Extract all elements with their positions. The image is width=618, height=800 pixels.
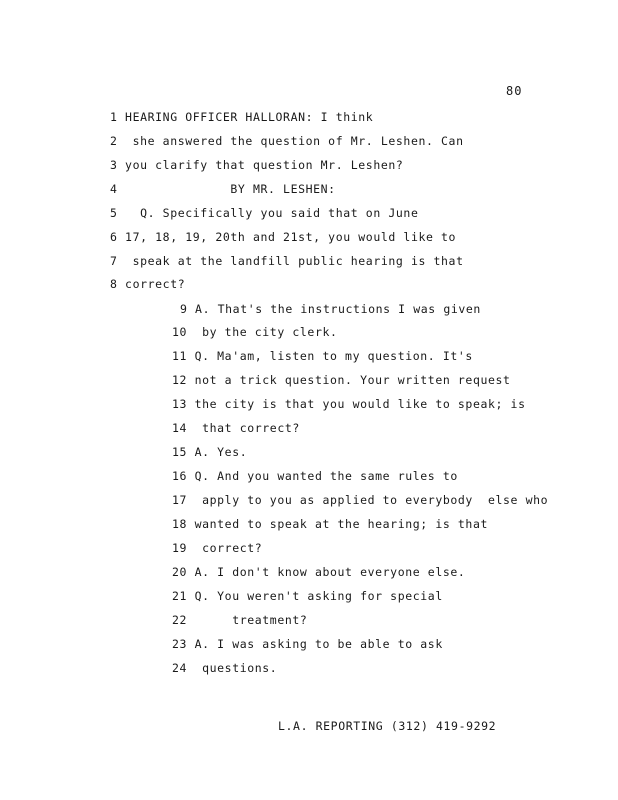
transcript-line-16: 16 Q. And you wanted the same rules to bbox=[172, 469, 458, 483]
transcript-line-3: 3 you clarify that question Mr. Leshen? bbox=[110, 158, 404, 172]
transcript-line-21: 21 Q. You weren't asking for special bbox=[172, 589, 443, 603]
transcript-line-10: 10 by the city clerk. bbox=[172, 325, 338, 339]
transcript-line-1: 1 HEARING OFFICER HALLORAN: I think bbox=[110, 110, 374, 124]
transcript-line-13: 13 the city is that you would like to speak; is bbox=[172, 397, 526, 411]
transcript-line-5: 5 Q. Specifically you said that on June bbox=[110, 206, 419, 220]
transcript-line-24: 24 questions. bbox=[172, 661, 278, 675]
transcript-line-8: 8 correct? bbox=[110, 277, 186, 291]
reporter-footer: L.A. REPORTING (312) 419-9292 bbox=[278, 719, 497, 733]
transcript-line-6: 6 17, 18, 19, 20th and 21st, you would like to bbox=[110, 230, 457, 244]
transcript-line-15: 15 A. Yes. bbox=[172, 445, 248, 459]
transcript-line-2: 2 she answered the question of Mr. Leshen. Can bbox=[110, 134, 464, 148]
transcript-line-14: 14 that correct? bbox=[172, 421, 300, 435]
transcript-line-19: 19 correct? bbox=[172, 541, 263, 555]
transcript-line-17: 17 apply to you as applied to everybody else who bbox=[172, 493, 549, 507]
transcript-line-18: 18 wanted to speak at the hearing; is that bbox=[172, 517, 488, 531]
page-number: 80 bbox=[506, 84, 523, 98]
transcript-line-4: 4 BY MR. LESHEN: bbox=[110, 182, 336, 196]
transcript-line-7: 7 speak at the landfill public hearing is that bbox=[110, 254, 464, 268]
transcript-line-11: 11 Q. Ma'am, listen to my question. It's bbox=[172, 349, 473, 363]
transcript-line-12: 12 not a trick question. Your written request bbox=[172, 373, 511, 387]
transcript-line-22: 22 treatment? bbox=[172, 613, 308, 627]
transcript-line-23: 23 A. I was asking to be able to ask bbox=[172, 637, 443, 651]
transcript-line-9: 9 A. That's the instructions I was given bbox=[180, 302, 481, 316]
transcript-line-20: 20 A. I don't know about everyone else. bbox=[172, 565, 466, 579]
